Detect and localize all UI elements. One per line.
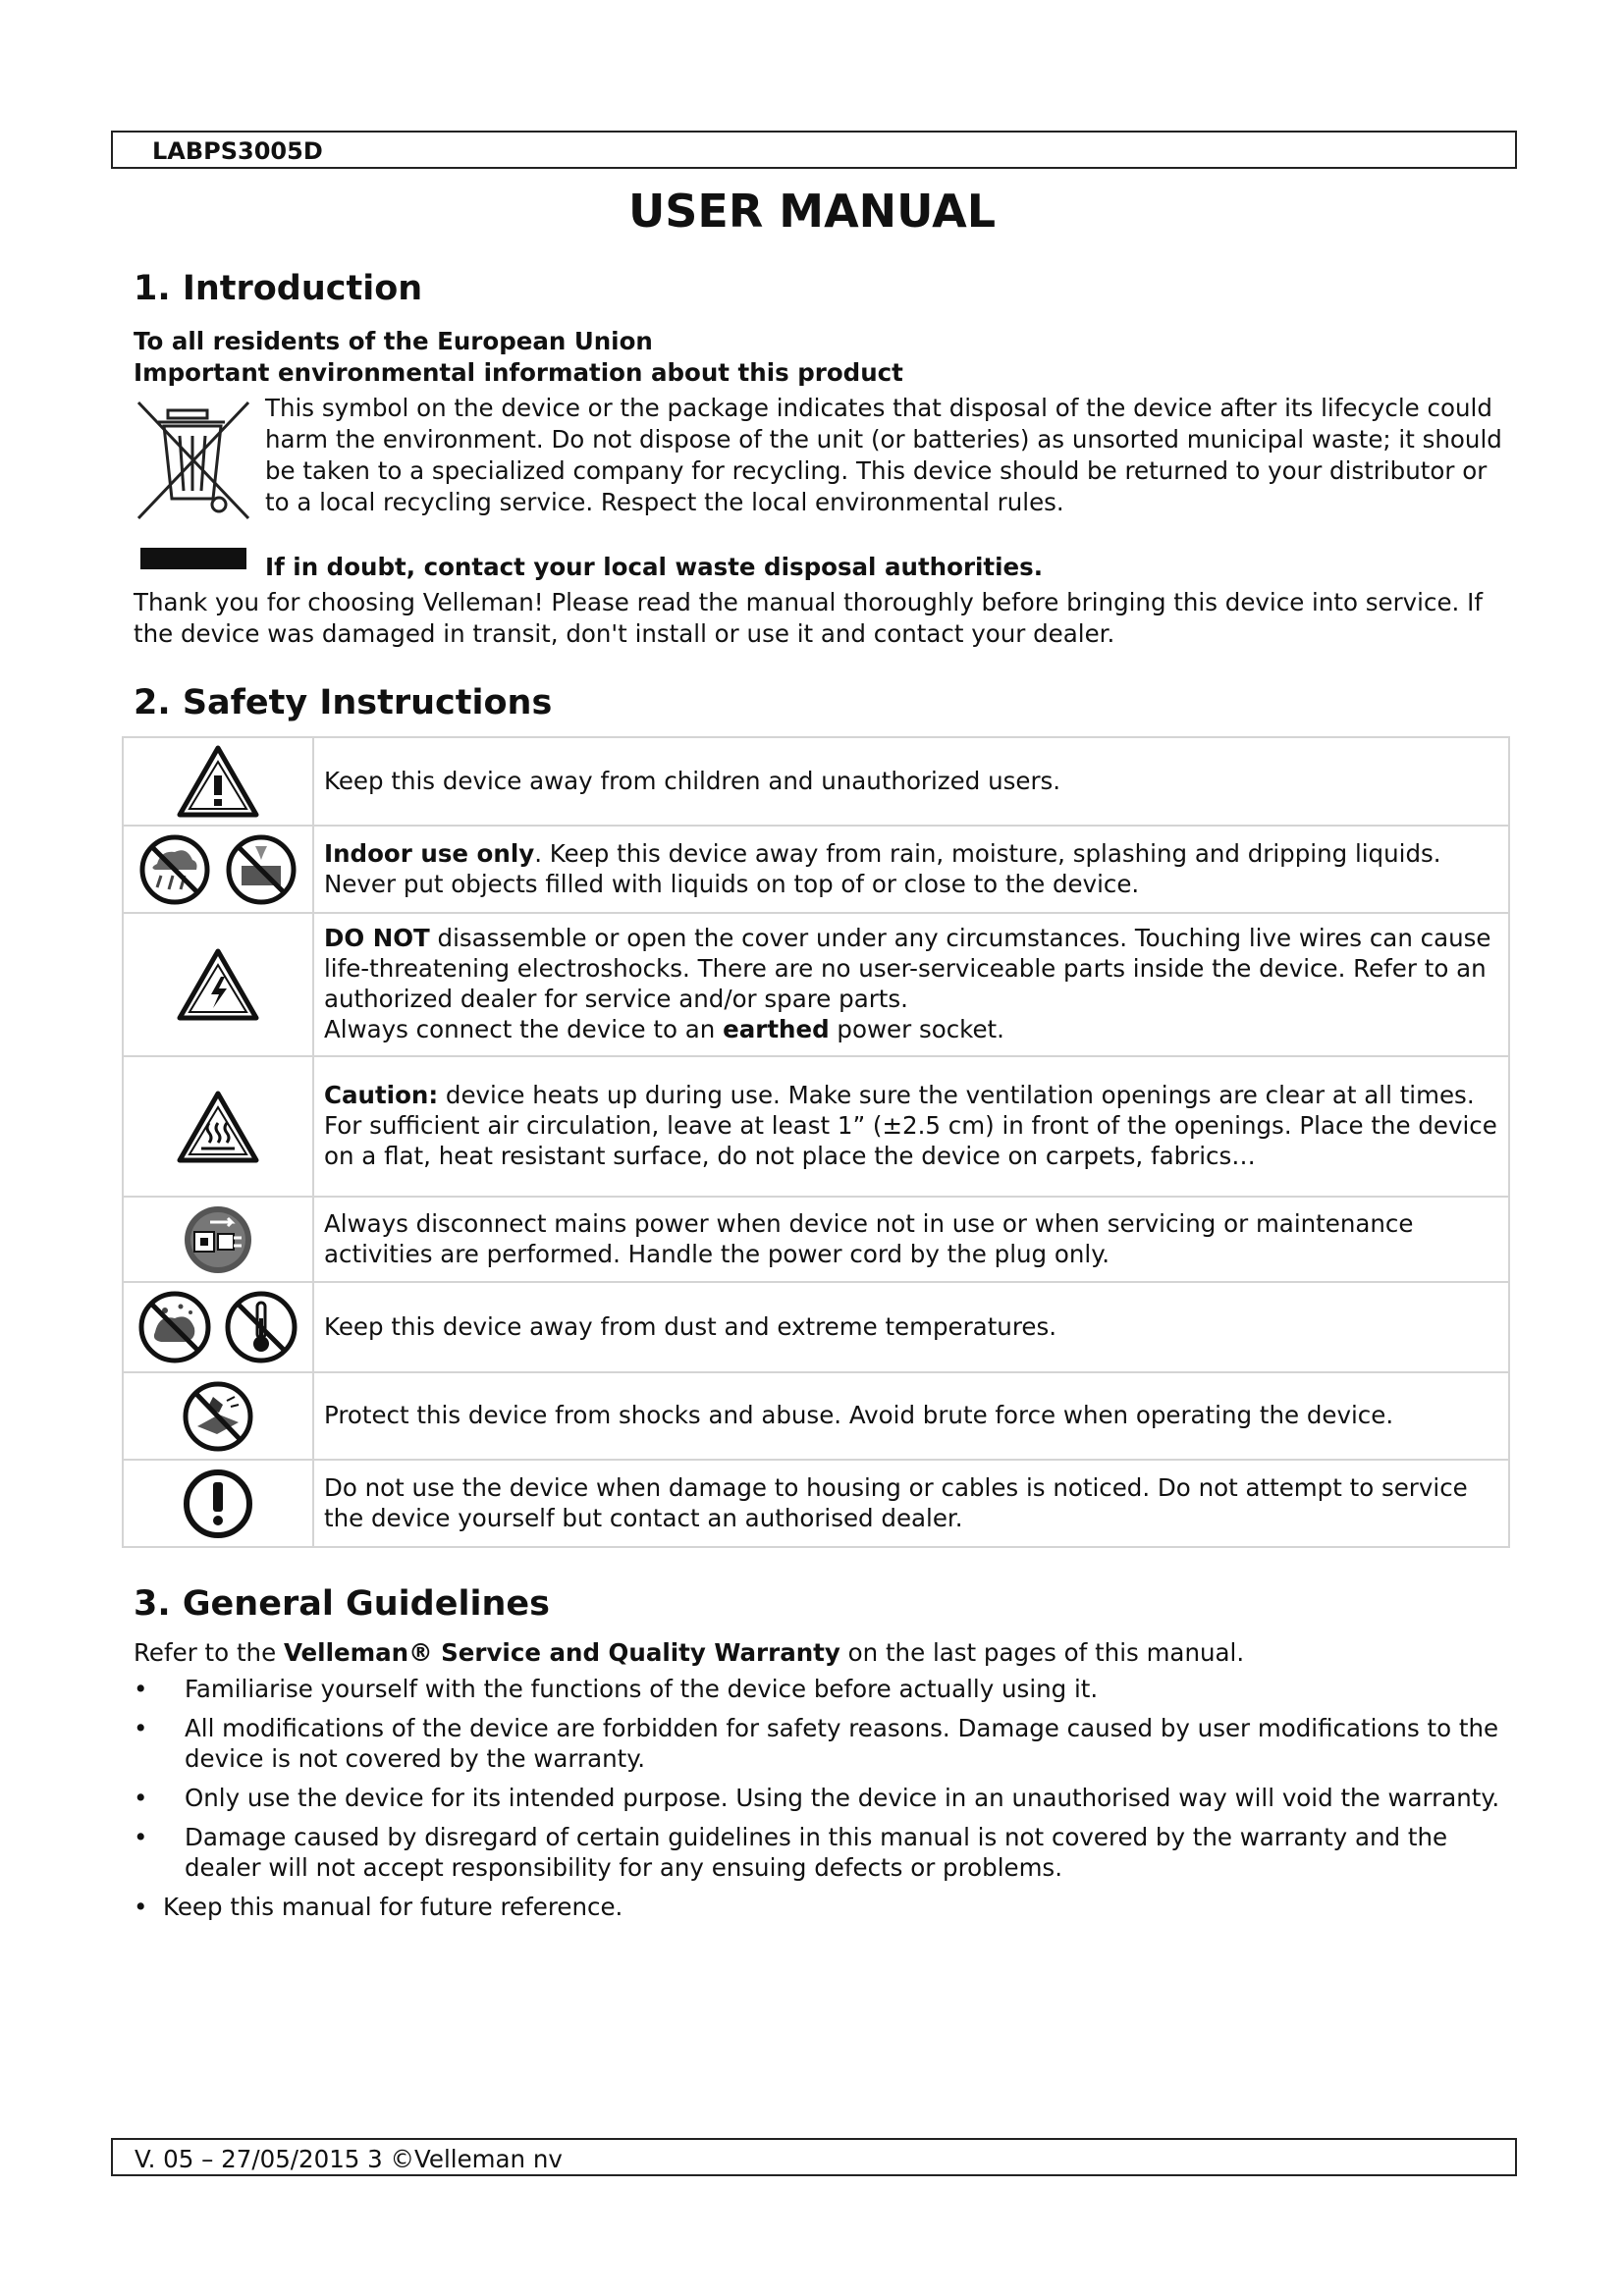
list-item-text: Familiarise yourself with the functions of the device before actually using it. <box>185 1675 1099 1703</box>
indoor-use-label: Indoor use only <box>324 838 535 868</box>
electric-shock-icon <box>174 945 262 1024</box>
safety-text: Do not use the device when damage to housing or cables is noticed. Do not attempt to service the device yourself but contact an authorised dealer. <box>313 1460 1509 1547</box>
safety-heading: 2. Safety Instructions <box>134 683 553 722</box>
bullet: • <box>134 1675 148 1703</box>
warning-triangle-icon <box>174 742 262 821</box>
hot-surface-icon <box>174 1088 262 1166</box>
guidelines-heading: 3. General Guidelines <box>134 1584 550 1624</box>
safety-text: power socket. <box>829 1015 1004 1043</box>
intro-heading: 1. Introduction <box>134 269 423 308</box>
bullet: • <box>134 1714 148 1742</box>
intro-subheading-eu: To all residents of the European Union <box>134 327 653 355</box>
weee-paragraph: This symbol on the device or the package indicates that disposal of the device after its lifecycle could harm the environment. Do not dispose of the unit (or batteries) as unsorted municipal waste; it should be taken to a specialized company for recycling. This device should be returned to your distributor or to a local recycling service. Respect the local environmental rules. <box>265 394 1502 516</box>
bullet: • <box>134 1784 148 1812</box>
safety-row-children <box>123 737 1509 826</box>
list-item <box>134 1892 1508 1922</box>
list-item <box>134 1822 1508 1883</box>
safety-text: disassemble or open the cover under any circumstances. Touching live wires can cause life-threatening electroshocks. There are no user-serviceable parts inside the device. Refer to an authorized dealer for service and/or spare parts. <box>324 924 1491 1013</box>
safety-row-shocks <box>123 1372 1509 1460</box>
safety-table <box>122 736 1510 1548</box>
unplug-icon <box>181 1202 255 1277</box>
safety-text: Always connect the device to an <box>324 1015 724 1043</box>
intro-subheading-env: Important environmental information about this product <box>134 358 903 387</box>
header-box <box>111 131 1517 169</box>
list-item-text: Damage caused by disregard of certain guidelines in this manual is not covered by the warranty and the dealer will not accept responsibility for any ensuing defects or problems. <box>185 1823 1448 1882</box>
list-item <box>134 1674 1508 1704</box>
safety-text: . Keep this device away from rain, moisture, splashing and dripping liquids. Never put objects filled with liquids on top of or close to the device. <box>324 838 1441 898</box>
guidelines-list <box>134 1674 1508 1931</box>
exclamation-circle-icon <box>181 1467 255 1541</box>
safety-text: Keep this device away from children and unauthorized users. <box>313 737 1509 826</box>
warranty-reference-text: Refer to the <box>134 1638 284 1667</box>
list-item-text: All modifications of the device are forbidden for safety reasons. Damage caused by user modifications to the device is not covered by the warranty. <box>185 1714 1499 1773</box>
safety-text: Keep this device away from dust and extreme temperatures. <box>313 1282 1509 1372</box>
footer-box <box>111 2138 1517 2176</box>
list-item <box>134 1713 1508 1774</box>
page-title: USER MANUAL <box>627 185 997 238</box>
waste-doubt-text: If in doubt, contact your local waste disposal authorities. <box>265 553 1044 581</box>
no-dust-icon <box>135 1289 214 1365</box>
no-extreme-temperature-icon <box>222 1289 300 1365</box>
bullet: • <box>134 1823 148 1851</box>
no-water-device-icon <box>222 832 300 907</box>
safety-row-electroshock <box>123 913 1509 1056</box>
crossed-bin-icon <box>133 397 260 524</box>
safety-row-indoor <box>123 826 1509 913</box>
footer-text: V. 05 – 27/05/2015 3 ©Velleman nv <box>135 2145 563 2173</box>
bullet: • <box>134 1893 148 1921</box>
no-rain-icon <box>135 832 214 907</box>
thanks-paragraph: Thank you for choosing Velleman! Please read the manual thoroughly before bringing this device into service. If the device was damaged in transit, don't install or use it and contact your dealer. <box>134 588 1483 648</box>
do-not-label: DO NOT <box>324 924 430 952</box>
list-item-text: Keep this manual for future reference. <box>163 1893 623 1921</box>
warranty-reference-text: on the last pages of this manual. <box>839 1638 1245 1667</box>
list-item <box>134 1783 1508 1813</box>
safety-text: Always disconnect mains power when device not in use or when servicing or maintenance activities are performed. Handle the power cord by the plug only. <box>313 1197 1509 1282</box>
safety-row-disconnect <box>123 1197 1509 1282</box>
safety-text: device heats up during use. Make sure the ventilation openings are clear at all times. For sufficient air circulation, leave at least 1” (±2.5 cm) in front of the openings. Place the device on a flat, heat resistant surface, do not place the device on carpets, fabrics… <box>324 1081 1497 1170</box>
caution-label: Caution: <box>324 1081 439 1109</box>
earthed-label: earthed <box>723 1015 830 1043</box>
list-item-text: Only use the device for its intended purpose. Using the device in an unauthorised way will void the warranty. <box>185 1784 1500 1812</box>
no-shock-icon <box>180 1379 256 1454</box>
model-number: LABPS3005D <box>152 137 323 165</box>
warranty-name: Velleman® Service and Quality Warranty <box>283 1638 840 1667</box>
safety-row-heat <box>123 1056 1509 1197</box>
safety-row-damage <box>123 1460 1509 1547</box>
safety-text: Protect this device from shocks and abuse. Avoid brute force when operating the device. <box>313 1372 1509 1460</box>
weee-black-bar <box>140 548 246 569</box>
safety-row-dust <box>123 1282 1509 1372</box>
warranty-reference <box>134 1637 1244 1669</box>
